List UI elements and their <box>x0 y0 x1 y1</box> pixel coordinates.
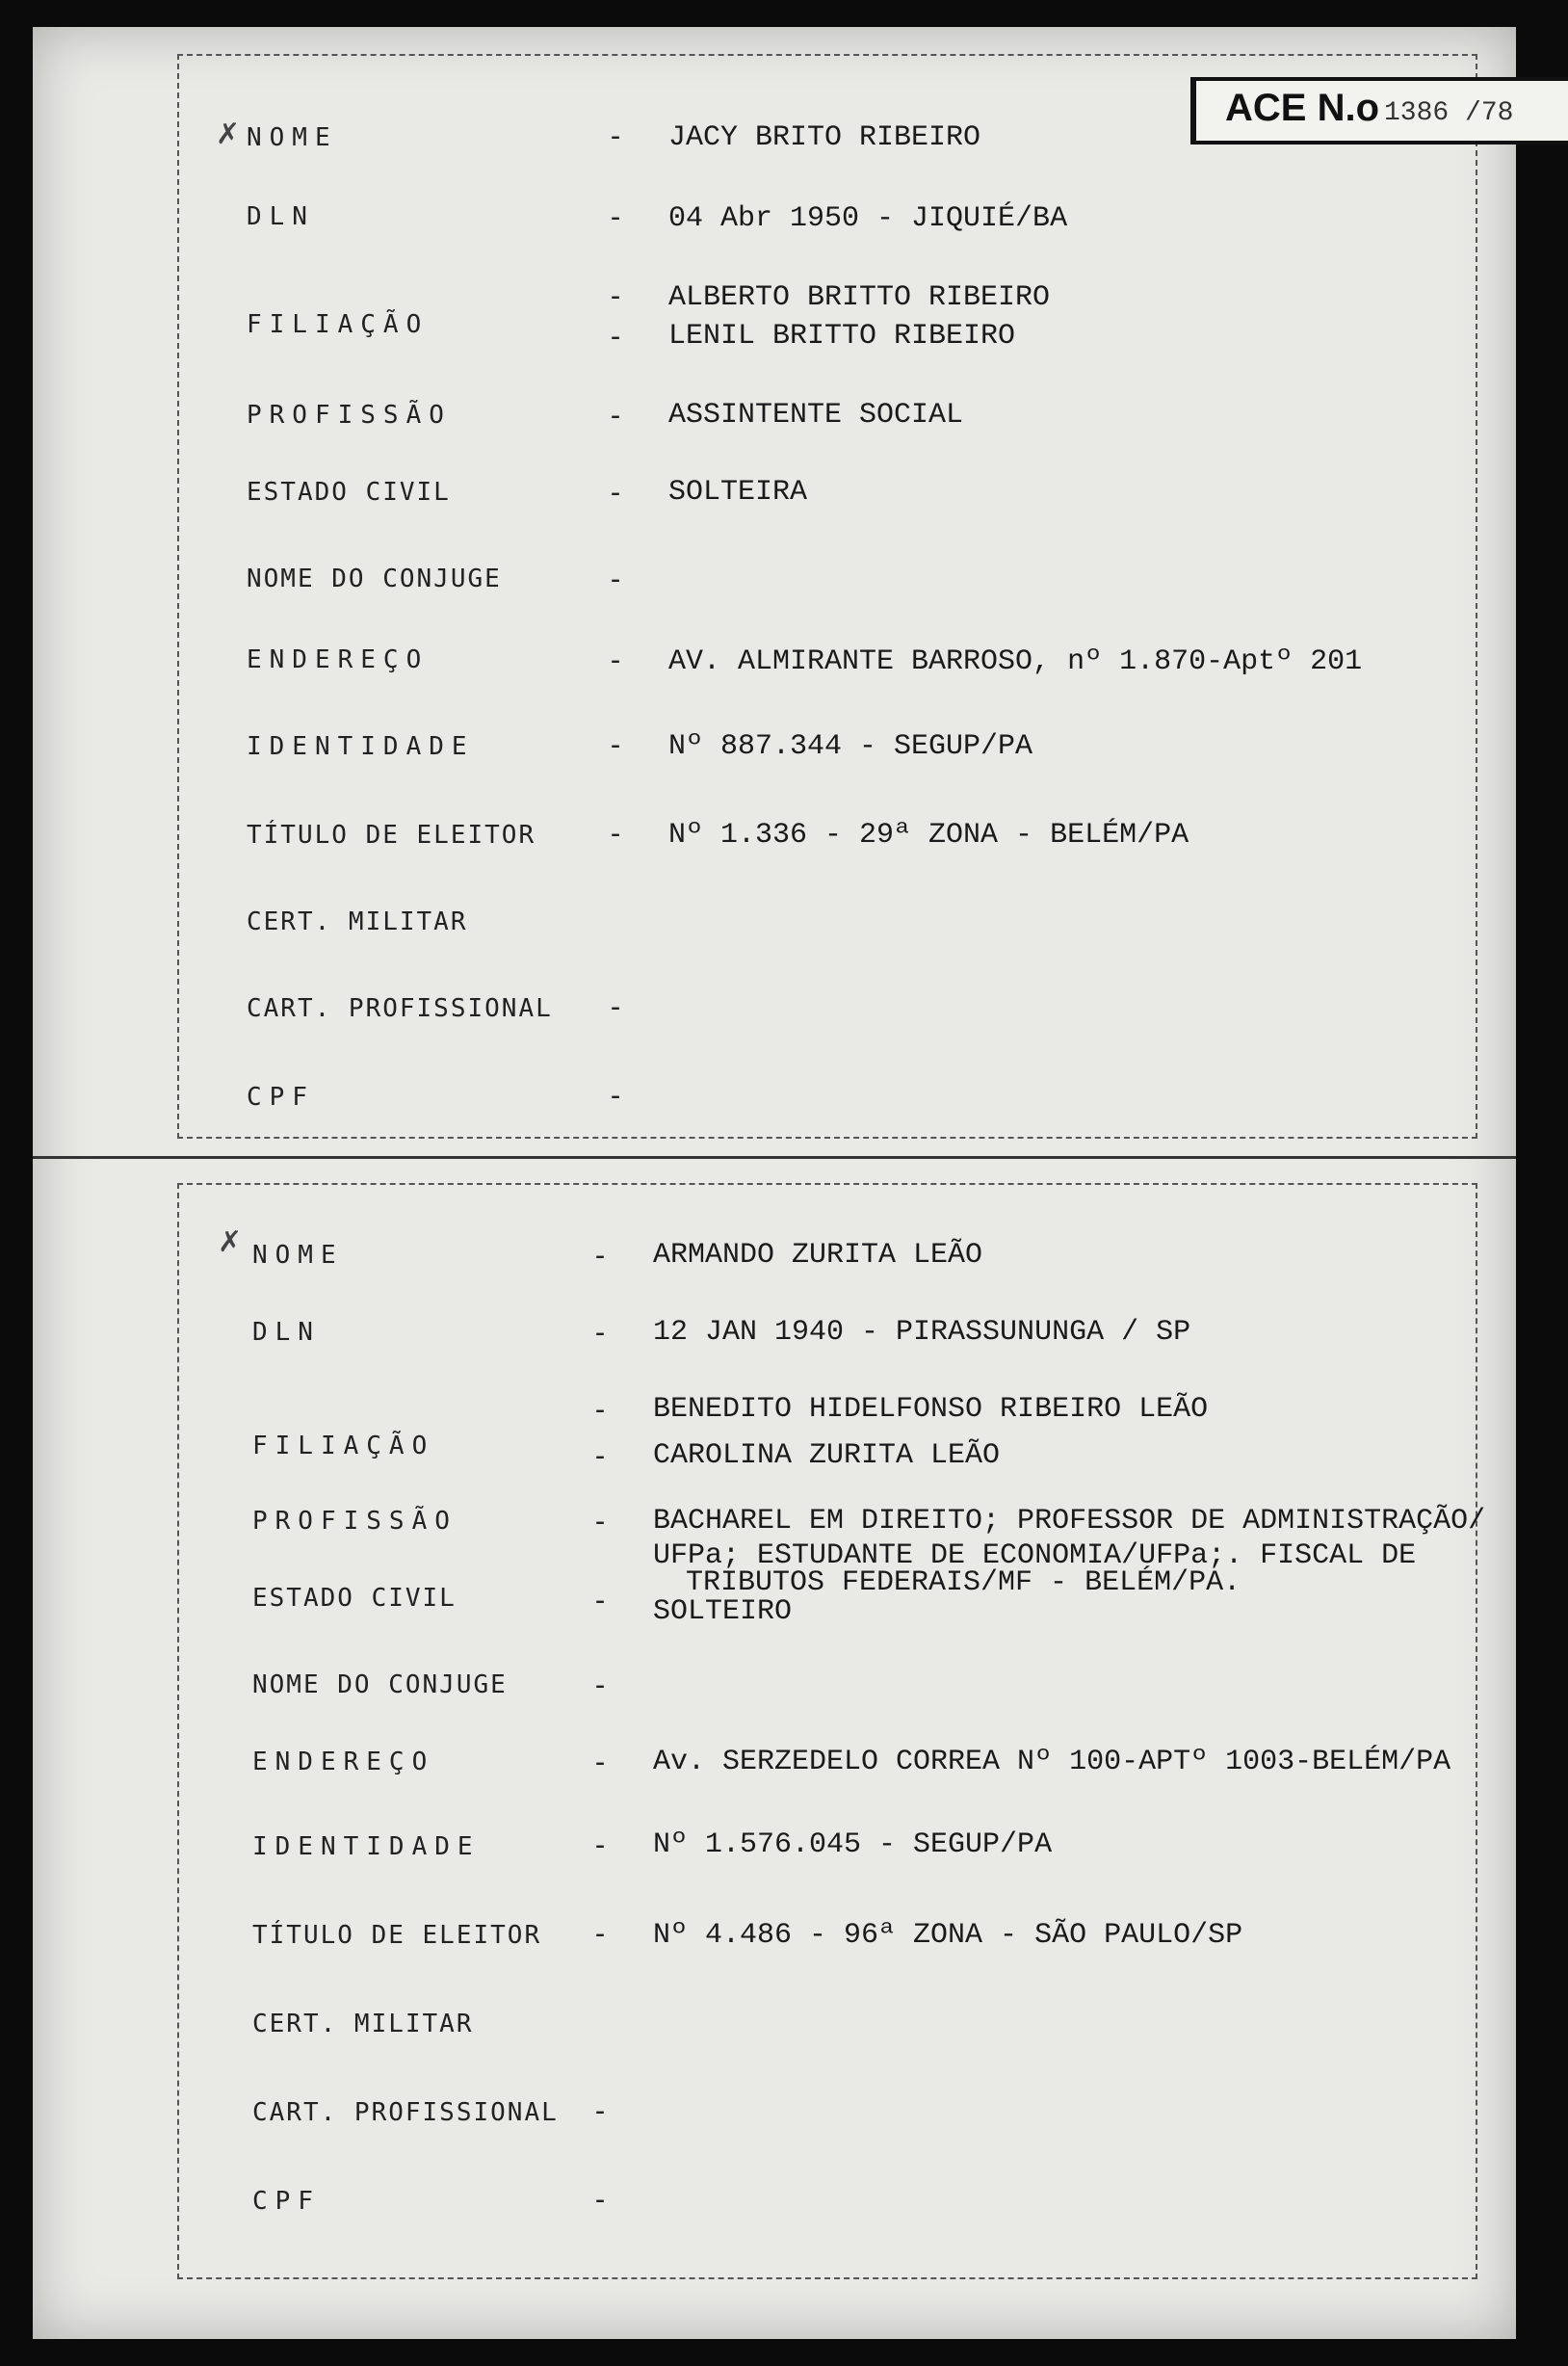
cert-militar-label: CERT. MILITAR <box>252 2010 474 2038</box>
separator-dash: - <box>607 817 625 851</box>
record-card-1 <box>177 54 1514 1139</box>
separator-dash: - <box>591 1828 610 1862</box>
separator-dash: - <box>591 2183 610 2217</box>
titulo-eleitor-value: Nº 1.336 - 29ª ZONA - BELÉM/PA <box>668 819 1189 852</box>
separator-dash: - <box>591 1746 610 1779</box>
card-divider <box>33 1156 1516 1159</box>
conjuge-label: NOME DO CONJUGE <box>247 565 502 593</box>
titulo-eleitor-value: Nº 4.486 - 96ª ZONA - SÃO PAULO/SP <box>653 1919 1243 1952</box>
separator-dash: - <box>591 1393 610 1427</box>
estado-civil-label: ESTADO CIVIL <box>247 478 451 507</box>
separator-dash: - <box>607 279 625 313</box>
filiacao-label: FILIAÇÃO <box>252 1432 435 1460</box>
separator-dash: - <box>607 728 625 762</box>
dln-label: DLN <box>252 1318 321 1347</box>
estado-civil-value: SOLTEIRA <box>668 476 808 509</box>
separator-dash: - <box>591 1239 610 1273</box>
ace-year: /78 <box>1465 98 1514 128</box>
record-card-2 <box>177 1183 1486 2279</box>
handwritten-x-mark-icon: ✗ <box>218 1225 243 1259</box>
separator-dash: - <box>607 1079 625 1113</box>
endereco-label: ENDEREÇO <box>247 645 430 674</box>
handwritten-x-mark-icon: ✗ <box>216 118 241 151</box>
cpf-label: CPF <box>252 2187 321 2216</box>
identidade-label: IDENTIDADE <box>252 1832 481 1861</box>
separator-dash: - <box>607 644 625 677</box>
profissao-line-3: TRIBUTOS FEDERAIS/MF - BELÉM/PA. <box>686 1566 1241 1599</box>
separator-dash: - <box>607 119 625 153</box>
endereco-value: AV. ALMIRANTE BARROSO, nº 1.870-Aptº 201 <box>668 645 1363 678</box>
profissao-label: PROFISSÃO <box>247 401 452 430</box>
separator-dash: - <box>591 1439 610 1473</box>
cpf-label: CPF <box>247 1083 315 1112</box>
separator-dash: - <box>607 320 625 354</box>
dln-value: 12 JAN 1940 - PIRASSUNUNGA / SP <box>653 1316 1191 1349</box>
separator-dash: - <box>591 1669 610 1702</box>
profissao-value: ASSINTENTE SOCIAL <box>668 399 964 432</box>
profissao-label: PROFISSÃO <box>252 1507 457 1536</box>
estado-civil-value: SOLTEIRO <box>653 1595 793 1628</box>
filiacao-mother: LENIL BRITTO RIBEIRO <box>668 320 1016 353</box>
separator-dash: - <box>607 476 625 510</box>
cart-profissional-label: CART. PROFISSIONAL <box>247 994 553 1023</box>
separator-dash: - <box>607 990 625 1024</box>
separator-dash: - <box>607 563 625 596</box>
filiacao-father: BENEDITO HIDELFONSO RIBEIRO LEÃO <box>653 1393 1209 1426</box>
separator-dash: - <box>607 399 625 433</box>
nome-label: NOME <box>252 1241 344 1270</box>
estado-civil-label: ESTADO CIVIL <box>252 1584 457 1613</box>
separator-dash: - <box>591 1505 610 1538</box>
nome-label: NOME <box>247 123 338 152</box>
profissao-line-2: UFPa; ESTUDANTE DE ECONOMIA/UFPa;. FISCAL DE <box>653 1539 1417 1572</box>
document-page <box>33 27 1516 2339</box>
identidade-label: IDENTIDADE <box>247 732 475 761</box>
separator-dash: - <box>591 1584 610 1617</box>
nome-value: JACY BRITO RIBEIRO <box>668 121 981 154</box>
separator-dash: - <box>591 1917 610 1951</box>
filiacao-label: FILIAÇÃO <box>247 310 430 339</box>
filiacao-father: ALBERTO BRITTO RIBEIRO <box>668 281 1051 314</box>
identidade-value: Nº 887.344 - SEGUP/PA <box>668 730 1033 763</box>
titulo-eleitor-label: TÍTULO DE ELEITOR <box>247 821 536 850</box>
dln-value: 04 Abr 1950 - JIQUIÉ/BA <box>668 202 1068 235</box>
conjuge-label: NOME DO CONJUGE <box>252 1670 508 1699</box>
filiacao-mother: CAROLINA ZURITA LEÃO <box>653 1439 1001 1472</box>
dln-label: DLN <box>247 202 315 231</box>
endereco-value: Av. SERZEDELO CORREA Nº 100-APTº 1003-BELÉM/PA <box>653 1746 1451 1778</box>
ace-number-box <box>1190 77 1568 145</box>
separator-dash: - <box>591 1316 610 1350</box>
endereco-label: ENDEREÇO <box>252 1748 435 1776</box>
separator-dash: - <box>591 2094 610 2128</box>
cart-profissional-label: CART. PROFISSIONAL <box>252 2098 559 2127</box>
ace-number-value: 1386 <box>1384 98 1450 128</box>
cert-militar-label: CERT. MILITAR <box>247 907 468 936</box>
separator-dash: - <box>607 200 625 234</box>
titulo-eleitor-label: TÍTULO DE ELEITOR <box>252 1921 542 1950</box>
ace-number <box>1384 98 1513 128</box>
ace-label: ACE N.o <box>1225 87 1379 129</box>
identidade-value: Nº 1.576.045 - SEGUP/PA <box>653 1828 1053 1861</box>
nome-value: ARMANDO ZURITA LEÃO <box>653 1239 983 1272</box>
profissao-line-1: BACHAREL EM DIREITO; PROFESSOR DE ADMINISTRAÇÃO/ <box>653 1505 1486 1538</box>
